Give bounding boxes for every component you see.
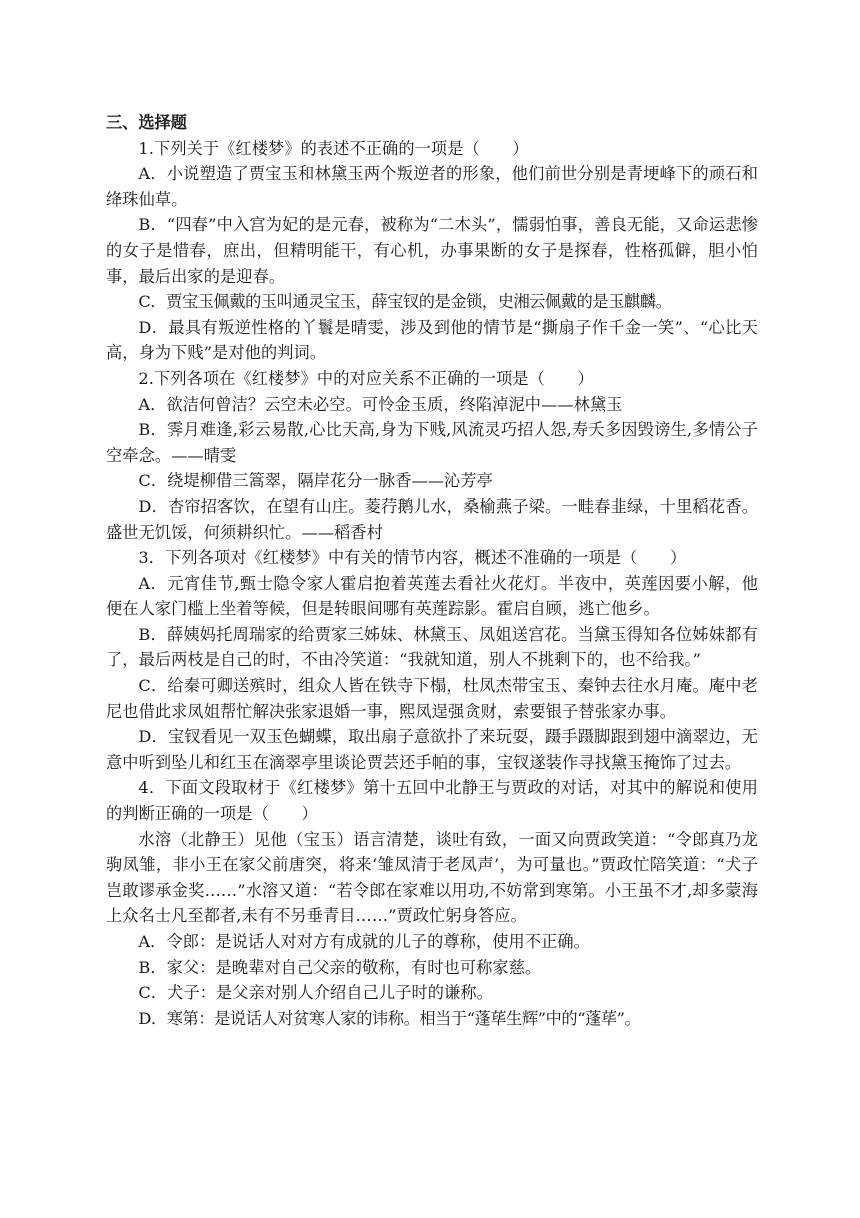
question-4-passage: 水溶（北静王）见他（宝玉）语言清楚，谈吐有致，一面又向贾政笑道：“令郎真乃龙驹凤雏，非小王在家父前唐突，将来‘雏凤清于老凤声’，为可量也。”贾政忙陪笑道：“犬子岂敢谬承金奖……”水溶又道：“若令郎在家难以用功,不妨常到寒第。小王虽不才,却多蒙海上众名士凡至都者,未有不另垂青目……”贾政忙躬身答应。: [106, 829, 758, 926]
question-2-option-d: D．杏帘招客饮，在望有山庄。菱荇鹅儿水，桑榆燕子梁。一畦春韭绿，十里稻花香。盛世无饥馁，何须耕织忙。——稻香村: [106, 496, 758, 542]
question-3-option-c: C．给秦可卿送殡时，组众人皆在铁寺下榻，杜凤杰带宝玉、秦钟去往水月庵。庵中老尼也借此求凤姐帮忙解决张家退婚一事，熙凤逞强贪财，索要银子替张家办事。: [106, 676, 758, 721]
question-1-option-c: C．贾宝玉佩戴的玉叫通灵宝玉，薛宝钗的是金锁，史湘云佩戴的是玉麒麟。: [138, 292, 672, 312]
section-title: 三、选择题: [106, 113, 187, 132]
question-1-option-d: D．最具有叛逆性格的丫鬟是晴雯，涉及到他的情节是“撕扇子作千金一笑”、“心比天高，身为下贱”是对他的判词。: [106, 317, 758, 363]
question-4-option-d: D．寒第：是说话人对贫寒人家的讳称。相当于“蓬荜生辉”中的“蓬荜”。: [138, 1008, 641, 1028]
question-2-option-b: B．霁月难逢,彩云易散,心比天高,身为下贱,风流灵巧招人怨,寿夭多因毁谤生,多情公子空牵念。——晴雯: [106, 420, 758, 465]
question-4-stem: 4．下面文段取材于《红楼梦》第十五回中北静王与贾政的对话，对其中的解说和使用的判断正确的一项是（ ）: [106, 778, 758, 824]
question-4-option-a: A．令郎：是说话人对对方有成就的儿子的尊称，使用不正确。: [138, 932, 590, 951]
question-2-stem: 2.下列各项在《红楼梦》中的对应关系不正确的一项是（ ）: [138, 368, 594, 388]
question-3-option-d: D．宝钗看见一双玉色蝴蝶，取出扇子意欲扑了来玩耍，蹑手蹑脚跟到翅中滴翠边，无意中听到坠儿和红玉在滴翠亭里谈论贾芸还手帕的事，宝钗遂装作寻找黛玉掩饰了过去。: [106, 727, 758, 772]
document-page: [106, 110, 758, 1031]
question-1-stem: 1.下列关于《红楼梦》的表述不正确的一项是（ ）: [138, 138, 529, 158]
question-3-stem: 3．下列各项对《红楼梦》中有关的情节内容，概述不准确的一项是（ ）: [138, 548, 687, 568]
question-4-option-b: B．家父：是晚辈对自己父亲的敬称，有时也可称家慈。: [138, 957, 542, 977]
question-2-option-c: C．绕堤柳借三篙翠，隔岸花分一脉香——沁芳亭: [138, 471, 493, 491]
question-2-option-a: A．欲洁何曾洁？云空未必空。可怜金玉质，终陷淖泥中——林黛玉: [138, 394, 623, 414]
question-3-option-a: A．元宵佳节,甄士隐令家人霍启抱着英莲去看社火花灯。半夜中，英莲因要小解，他便在人家门槛上坐着等候，但是转眼间哪有英莲踪影。霍启自顾，逃亡他乡。: [106, 573, 758, 619]
question-1-option-a: A．小说塑造了贾宝玉和林黛玉两个叛逆者的形象，他们前世分别是青埂峰下的顽石和绛珠仙草。: [106, 164, 758, 209]
question-4-option-c: C．犬子：是父亲对别人介绍自己儿子时的谦称。: [138, 983, 493, 1003]
question-3-option-b: B．薛姨妈托周瑞家的给贾家三姊妹、林黛玉、凤姐送宫花。当黛玉得知各位姊妹都有了，最后两枝是自己的时，不由冷笑道：“我就知道，别人不挑剩下的，也不给我。”: [106, 624, 758, 670]
question-1-option-b: B．“四春”中入宫为妃的是元春，被称为“二木头”，懦弱怕事，善良无能，又命运悲惨的女子是惜春，庶出，但精明能干，有心机，办事果断的女子是探春，性格孤僻，胆小怕事，最后出家的是迎春。: [106, 215, 758, 286]
